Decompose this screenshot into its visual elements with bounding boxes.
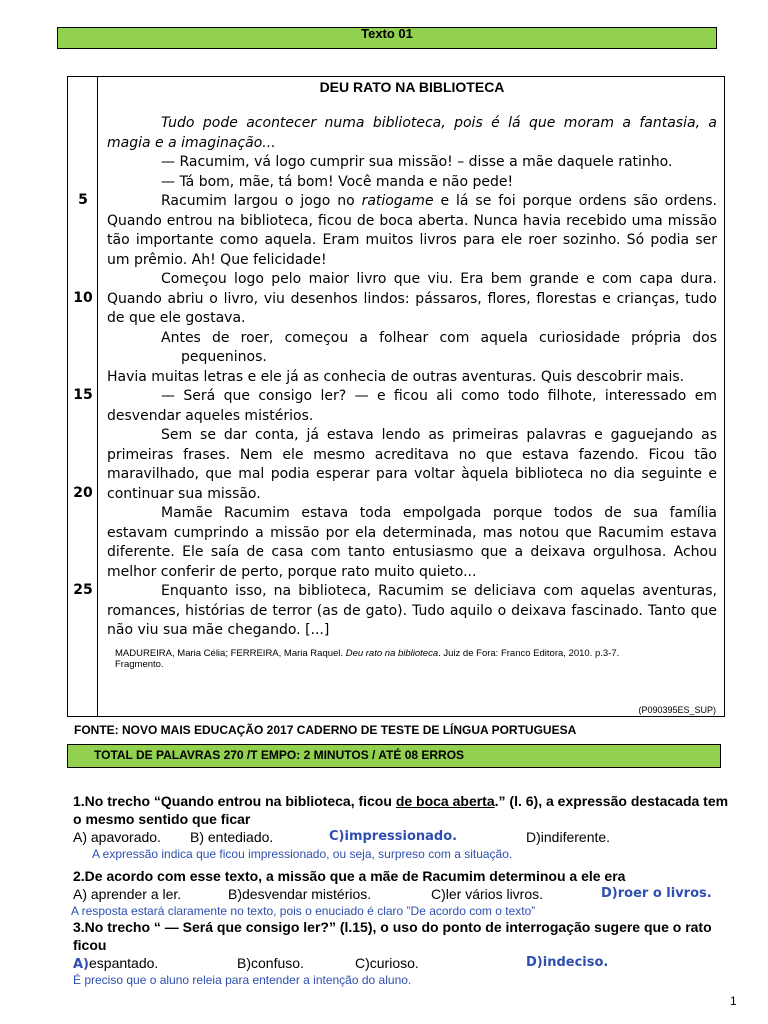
line-number: 5	[78, 192, 88, 208]
question-1-explanation: A expressão indica que ficou impressionado, ou seja, surpreso com a situação.	[92, 847, 513, 861]
reference-note: Fragmento.	[115, 658, 164, 670]
option-d-answer[interactable]: D)indeciso.	[526, 955, 609, 970]
story-paragraph: Começou logo pelo maior livro que viu. Era bem grande e com capa dura. Quando abriu o livro, viu desenhos lindos: pássaros, flores, florestas e crianças, tudo de que ele gostava.	[107, 271, 717, 326]
bibliographic-reference	[115, 648, 717, 670]
option-a-text: espantado.	[89, 955, 159, 971]
option-b[interactable]: B)confuso.	[237, 955, 304, 971]
option-a[interactable]: A) aprender a ler.	[73, 886, 182, 902]
question-1-text	[73, 792, 733, 828]
story-paragraph: Sem se dar conta, já estava lendo as primeiras palavras e gaguejando as primeiras frases. Nem ele mesmo acreditava no que estava fazendo. Ficou tão maravilhado, que mal podia esperar para voltar àquela biblioteca no dia seguinte e continuar sua missão.	[107, 427, 717, 502]
story-dialogue: — Racumim, vá logo cumprir sua missão! – disse a mãe daquele ratinho.	[161, 154, 673, 170]
question-3-explanation: É preciso que o aluno releia para entender a intenção do aluno.	[73, 973, 412, 987]
word-count-label: TOTAL DE PALAVRAS 270 /T EMPO: 2 MINUTOS / ATÉ 08 ERROS	[94, 748, 465, 762]
reference-title: Deu rato na biblioteca	[345, 647, 439, 659]
option-d[interactable]: D)indiferente.	[526, 829, 611, 845]
question-3-options	[73, 954, 733, 972]
story-content	[107, 76, 717, 670]
reference-authors: MADUREIRA, Maria Célia; FERREIRA, Maria Raquel.	[115, 647, 346, 659]
question-3	[73, 918, 733, 988]
story-text: Racumim largou o jogo no	[161, 193, 362, 209]
story-title: DEU RATO NA BIBLIOTECA	[319, 79, 505, 95]
text-number-bar	[57, 27, 717, 49]
question-3-text: 3.No trecho “ — Será que consigo ler?” (l.15), o uso do ponto de interrogação sugere que o rato ficou	[73, 919, 712, 953]
page-number: 1	[730, 994, 737, 1008]
option-b[interactable]: B)desvendar mistérios.	[228, 886, 372, 902]
line-number: 15	[73, 387, 93, 403]
question-1-options	[73, 828, 733, 846]
story-paragraph: — Será que consigo ler? — e ficou ali como todo filhote, interessado em desvendar aqueles mistérios.	[107, 388, 717, 424]
word-count-bar	[67, 744, 721, 768]
option-a[interactable]	[73, 954, 158, 974]
story-italic-word: ratiogame	[361, 193, 434, 209]
option-c-answer[interactable]: C)impressionado.	[329, 829, 458, 844]
line-number: 25	[73, 582, 93, 598]
story-dialogue: — Tá bom, mãe, tá bom! Você manda e não pede!	[161, 173, 514, 190]
option-b[interactable]: B) entediado.	[190, 829, 274, 845]
story-text: e lá se foi porque ordens são ordens. Quando entrou na biblioteca, ficou de boca aberta. Nunca havia recebido uma missão tão importante como aquela. Eram muitos livros para ele roer sozinho. Só podia ser um prêmio. Ah! Que felicidade!	[107, 193, 718, 268]
story-intro-text: Tudo pode acontecer numa biblioteca, pois é lá que moram a fantasia, a magia e a imaginação...	[107, 115, 717, 151]
question-text: 1.No trecho “Quando entrou na biblioteca, ficou	[73, 793, 396, 809]
question-underlined-phrase: de boca aberta	[395, 793, 495, 809]
story-paragraph: Havia muitas letras e ele já as conhecia de outras aventuras. Quis descobrir mais.	[107, 368, 685, 385]
option-c[interactable]: C)curioso.	[355, 955, 419, 971]
story-body	[107, 114, 717, 641]
question-2-options	[73, 885, 733, 903]
question-2-explanation: A resposta estará claramente no texto, pois o enuciado é claro ”De acordo com o texto”	[71, 904, 536, 918]
option-a[interactable]: A) apavorado.	[73, 829, 161, 845]
question-2	[73, 867, 733, 919]
story-intro	[107, 114, 717, 153]
option-d-answer[interactable]: D)roer o livros.	[601, 886, 712, 901]
line-number: 20	[73, 485, 93, 501]
question-text: .” (l. 6), a expressão destacada tem o mesmo sentido que ficar	[73, 793, 729, 827]
option-a-label: A)	[73, 957, 90, 972]
line-number: 10	[73, 290, 93, 306]
question-2-text: 2.De acordo com esse texto, a missão que a mãe de Racumim determinou a ele era	[73, 868, 626, 884]
reference-publisher: . Juiz de Fora: Franco Editora, 2010. p.3-7.	[438, 647, 620, 659]
story-paragraph: Antes de roer, começou a folhear com aquela curiosidade própria dos pequeninos.	[161, 329, 717, 365]
question-1	[73, 792, 733, 862]
story-paragraph: Mamãe Racumim estava toda empolgada porque todos de sua família estavam cumprindo a missão por ela determinada, mas notou que Racumim estava diferente. Ele saía de casa com tanto entusiasmo que a deixava orgulhosa. Achou melhor conferir de perto, porque rato muito quieto...	[107, 505, 717, 580]
text-code: (P090395ES_SUP)	[638, 705, 716, 715]
text-number-label: Texto 01	[361, 26, 413, 41]
source-line: FONTE: NOVO MAIS EDUCAÇÃO 2017 CADERNO DE TESTE DE LÍNGUA PORTUGUESA	[74, 723, 577, 737]
story-paragraph	[107, 192, 717, 270]
story-paragraph: Enquanto isso, na biblioteca, Racumim se deliciava com aquelas aventuras, romances, histórias de terror (as de gato). Tudo aquilo o deixava fascinado. Tanto que não viu sua mãe chegando. [...]	[107, 583, 717, 638]
option-c[interactable]: C)ler vários livros.	[431, 886, 544, 902]
